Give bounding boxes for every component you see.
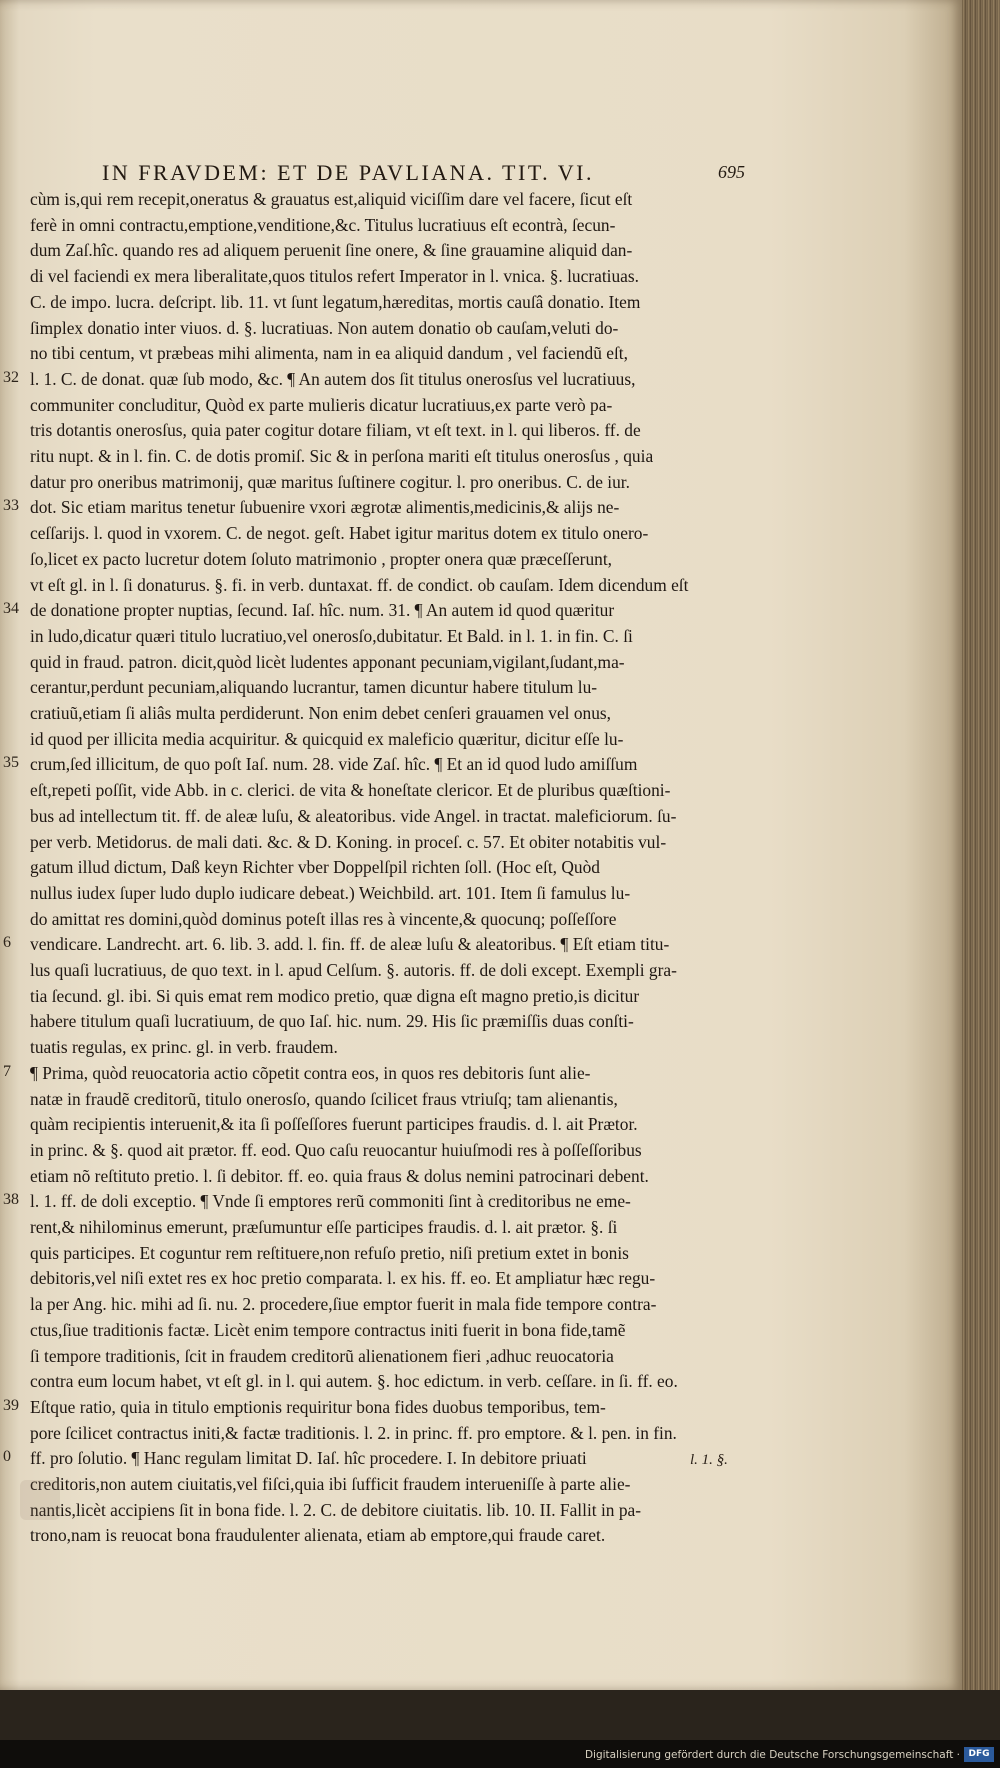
text-line: di vel faciendi ex mera liberalitate,quos titulos refert Imperator in l. vnica. §. lucratiuas. [30, 266, 639, 287]
margin-number: 0 [3, 1448, 11, 1466]
text-line: creditoris,non autem ciuitatis,vel fiſci,quia ibi ſufficit fraudem interueniſſe à parte alie- [30, 1474, 631, 1494]
margin-number: 34 [3, 600, 19, 618]
text-line: in princ. & §. quod ait prætor. ff. eod. Quo caſu reuocantur huiuſmodi res à poſſeſſoribus [30, 1139, 642, 1160]
text-line: ritu nupt. & in l. fin. C. de dotis promiſ. Sic & in perſona mariti eſt titulus onerosſus , quia [30, 446, 654, 466]
text-line: dot. Sic etiam maritus tenetur ſubuenire vxori ægrotæ alimentis,medicinis,& alijs ne- [30, 497, 620, 518]
text-line: quis participes. Et coguntur rem reſtituere,non refuſo pretio, niſi pretium extet in bonis [30, 1242, 629, 1263]
text-line: id quod per illicita media acquiritur. & quicquid ex maleficio quæritur, dicitur eſſe lu- [30, 728, 624, 749]
text-line: ctus,ſiue traditionis factæ. Licèt enim tempore contractus initi fuerit in bona fide,tamẽ [30, 1319, 626, 1340]
text-line: tia ſecund. gl. ibi. Si quis emat rem modico pretio, quæ digna eſt magno pretio,is dicitur [30, 985, 640, 1006]
text-line: natæ in fraudẽ creditorũ, titulo onerosſo, quando ſcilicet fraus vtriuſq; tam alienantis, [30, 1088, 618, 1109]
text-line: ſo,licet ex pacto lucretur dotem ſoluto matrimonio , propter onera quæ præceſſerunt, [30, 548, 613, 569]
text-line: quàm recipientis interuenit,& ita ſi poſſeſſores fuerunt participes fraudis. d. l. ait Prætor. [30, 1114, 638, 1135]
text-line: ſi tempore traditionis, ſcit in fraudem creditorũ alienationem fieri ,adhuc reuocatoria [30, 1345, 614, 1366]
text-line: cerantur,perdunt pecuniam,aliquando lucrantur, tamen dicuntur habere titulum lu- [30, 677, 598, 698]
text-line: pore ſcilicet contractus initi,& factæ traditionis. l. 2. in princ. ff. pro emptore. & l. pen. in fin. [30, 1422, 677, 1443]
text-line: contra eum locum habet, vt eſt gl. in l. qui autem. §. hoc edictum. in verb. ceſſare. in ſi. ff. eo. [30, 1371, 678, 1392]
text-line: ff. pro ſolutio. ¶ Hanc regulam limitat D. Iaſ. hîc procedere. I. In debitore priuati [30, 1448, 587, 1469]
text-line: rent,& nihilominus emerunt, præſumuntur eſſe participes fraudis. d. l. ait prætor. §. ſi [30, 1217, 618, 1237]
text-line: l. 1. ff. de doli exceptio. ¶ Vnde ſi emptores rerũ commoniti ſint à creditoribus ne eme- [30, 1191, 631, 1212]
margin-number: 35 [3, 754, 19, 772]
text-line: vt eſt gl. in l. ſi donaturus. §. fi. in verb. duntaxat. ff. de condict. ob cauſam. Idem dicendum eſt [30, 574, 689, 595]
text-line: lus quaſi lucratiuus, de quo text. in l. apud Celſum. §. autoris. ff. de doli except. Exempli gra- [30, 960, 677, 980]
text-line: debitoris,vel niſi extet res ex hoc pretio comparata. l. ex his. ff. eo. Et ampliatur hæc regu- [30, 1268, 656, 1289]
margin-number: 32 [3, 368, 19, 386]
text-line: la per Ang. hic. mihi ad ſi. nu. 2. procedere,ſiue emptor fuerit in mala fide tempore contra- [30, 1294, 657, 1315]
text-line: gatum illud dictum, Daß keyn Richter vber Doppelſpil richten ſoll. (Hoc eſt, Quòd [30, 857, 600, 878]
text-line: bus ad intellectum tit. ff. de aleæ luſu, & aleatoribus. vide Angel. in tractat. maleficiorum. ſu- [30, 805, 677, 826]
text-line: do amittat res domini,quòd dominus poteſt illas res à vincente,& quocunq; poſſeſſore [30, 908, 617, 929]
text-line: Eſtque ratio, quia in titulo emptionis requiritur bona fides duobus temporibus, tem- [30, 1396, 606, 1417]
catchword: l. 1. §. [690, 1452, 728, 1468]
page-number: 695 [718, 162, 745, 182]
text-line: de donatione propter nuptias, ſecund. Iaſ. hîc. num. 31. ¶ An autem id quod quæritur [30, 600, 615, 621]
text-line: quid in fraud. patron. dicit,quòd licèt ludentes apponant pecuniam,vigilant,ſudant,ma- [30, 651, 625, 672]
text-line: cùm is,qui rem recepit,oneratus & grauatus est,aliquid viciſſim dare vel facere, ſicut eſt [30, 189, 633, 209]
text-line: eſt,repeti poſſit, vide Abb. in c. clerici. de vita & honeſtate clericor. Et de pluribus quæſtioni- [30, 780, 671, 801]
text-line: ¶ Prima, quòd reuocatoria actio cõpetit contra eos, in quos res debitoris ſunt alie- [30, 1062, 591, 1083]
text-line: ſimplex donatio inter viuos. d. §. lucratiuas. Non autem donatio ob cauſam,veluti do- [30, 317, 619, 338]
text-line: in ludo,dicatur quæri titulo lucratiuo,vel onerosſo,dubitatur. Et Bald. in l. 1. in fin. C. ſi [30, 625, 633, 646]
running-head: IN FRAVDEM: ET DE PAVLIANA. TIT. VI. [102, 160, 594, 185]
text-line: cratiuũ,etiam ſi aliâs multa perdiderunt. Non enim debet cenſeri grauamen vel onus, [30, 703, 612, 723]
margin-number: 6 [3, 934, 11, 952]
margin-number: 33 [3, 497, 19, 515]
text-line: etiam nõ reſtituto pretio. l. ſi debitor. ff. eo. quia fraus & dolus nemini patrocinari debent. [30, 1165, 649, 1186]
text-line: crum,ſed illicitum, de quo poſt Iaſ. num. 28. vide Zaſ. hîc. ¶ Et an id quod ludo amiſſum [30, 754, 638, 775]
margin-number: 7 [3, 1062, 11, 1080]
bleed-through-stain [20, 1480, 60, 1520]
text-line: dum Zaſ.hîc. quando res ad aliquem peruenit ſine onere, & ſine grauamine aliquid dan- [30, 240, 633, 261]
text-line: communiter concluditur, Quòd ex parte mulieris dicatur lucratiuus,ex parte verò pa- [30, 394, 613, 415]
text-line: ceſſarijs. l. quod in vxorem. C. de negot. geſt. Habet igitur maritus dotem ex titulo onero- [30, 523, 649, 544]
text-line: habere titulum quaſi lucratiuum, de quo Iaſ. hic. num. 29. His ſic præmiſſis duas conſti- [30, 1011, 634, 1032]
text-line: nantis,licèt accipiens ſit in bona fide. l. 2. C. de debitore ciuitatis. lib. 10. II. Fallit in pa- [30, 1499, 642, 1520]
text-line: nullus iudex ſuper ludo duplo iudicare debeat.) Weichbild. art. 101. Item ſi famulus lu- [30, 882, 631, 903]
text-line: vendicare. Landrecht. art. 6. lib. 3. add. l. fin. ff. de aleæ luſu & aleatoribus. ¶ Eſt etiam titu- [30, 934, 670, 955]
digitization-credit: Digitalisierung gefördert durch die Deutsche Forschungsgemeinschaft · [584, 1749, 960, 1761]
text-line: tuatis regulas, ex princ. gl. in verb. fraudem. [30, 1037, 338, 1058]
book-bottom [0, 1690, 1000, 1740]
margin-number: 39 [3, 1396, 19, 1414]
text-line: tris dotantis onerosſus, quia pater cogitur dotare filiam, vt eſt text. in l. qui liberos. ff. de [30, 420, 641, 441]
text-line: no tibi centum, vt præbeas mihi alimenta, nam in ea aliquid dandum , vel faciendũ eſt, [30, 343, 628, 364]
text-line: trono,nam is reuocat bona fraudulenter alienata, etiam ab emptore,qui fraude caret. [30, 1525, 606, 1546]
dfg-logo: DFG [964, 1747, 994, 1762]
margin-number: 38 [3, 1191, 19, 1209]
text-line: per verb. Metidorus. de mali dati. &c. & D. Koning. in proceſ. c. 57. Et obiter notabitis vul- [30, 831, 667, 852]
page-edges [962, 0, 1000, 1690]
text-line: datur pro oneribus matrimonij, quæ maritus ſuſtinere cogitur. l. pro oneribus. C. de iur. [30, 471, 630, 492]
text-line: ferè in omni contractu,emptione,venditione,&c. Titulus lucratiuus eſt econtrà, ſecun- [30, 214, 616, 235]
text-line: l. 1. C. de donat. quæ ſub modo, &c. ¶ An autem dos ſit titulus onerosſus vel lucratiuus, [30, 368, 636, 389]
text-line: C. de impo. lucra. deſcript. lib. 11. vt ſunt legatum,hæreditas, mortis cauſâ donatio. Item [30, 291, 641, 312]
